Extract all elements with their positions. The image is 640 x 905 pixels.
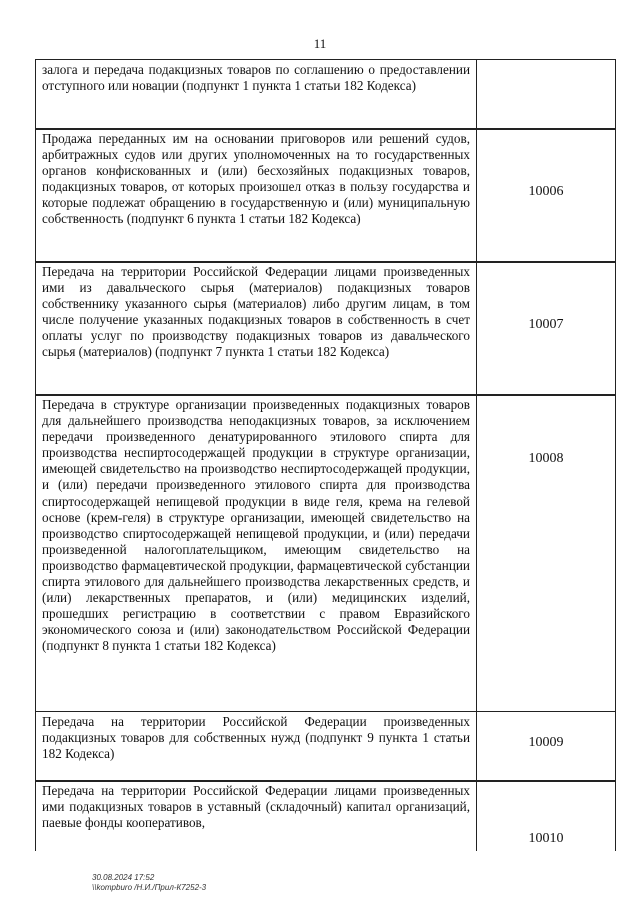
row-code-value: 10010: [528, 831, 564, 846]
row-code-value: 10009: [528, 734, 564, 750]
document-footer: [92, 873, 206, 893]
row-code: [477, 395, 615, 711]
row-code: [477, 712, 615, 781]
row-description: Передача в структуре организации произведенных подакцизных товаров для дальнейшего производства неподакцизных товаров, за исключением передачи произведенного денатурированного этилового спирта для производства неспиртосодержащей продукции в структуре организации, имеющей свидетельство на производство неспиртосодержащей продукции, и (или) передачи произведенного этилового спирта для производства спиртосодержащей непищевой продукции в виде геля, крема на гелевой основе (крем-геля) в структуре организации, имеющей свидетельство на производство спиртосодержащей непищевой продукции, и (или) передачи произведенной налогоплательщиком, имеющим свидетельство на производство фармацевтической продукции, фармацевтической субстанции спирта этилового для дальнейшего производства лекарственных средств, и (или) лекарственных препаратов, и (или) медицинских изделий, прошедших регистрацию в соответствии с правом Евразийского экономического союза и (или) законодательством Российской Федерации (подпункт 8 пункта 1 статьи 182 Кодекса): [36, 395, 477, 711]
footer-date: 30.08.2024 17:52: [92, 873, 155, 882]
footer-path: \\kompburo /Н.И./Прил-К7252-3: [92, 883, 207, 892]
row-code-value: 10007: [528, 316, 564, 332]
row-description: Передача на территории Российской Федерации лицами произведенных ими из давальческого сырья (материалов) подакцизных товаров собственнику указанного сырья (материалов) либо другим лицам, в том числе получение указанных подакцизных товаров в собственность в счет оплаты услуг по производству подакцизных товаров из давальческого сырья (материалов) (подпункт 7 пункта 1 статьи 182 Кодекса): [36, 262, 477, 395]
table-row: [35, 261, 616, 396]
table-row: [35, 780, 616, 851]
row-description: Передача на территории Российской Федерации произведенных подакцизных товаров для собственных нужд (подпункт 9 пункта 1 статьи 182 Кодекса): [36, 712, 477, 781]
row-code: [477, 262, 615, 395]
table-row: [35, 128, 616, 263]
table-row: [35, 59, 616, 130]
row-code-value: 10008: [528, 451, 564, 466]
row-code: [477, 781, 615, 851]
table-row: [35, 394, 616, 712]
row-code: [477, 60, 615, 129]
row-description: Продажа переданных им на основании приговоров или решений судов, арбитражных судов или других уполномоченных на то государственных органов конфискованных и (или) бесхозяйных подакцизных товаров, подакцизных товаров, от которых произошел отказ в пользу государства и которые подлежат обращению в государственную и (или) муниципальную собственность (подпункт 6 пункта 1 статьи 182 Кодекса): [36, 129, 477, 262]
table-row: [35, 711, 616, 782]
row-description: Передача на территории Российской Федерации лицами произведенных ими подакцизных товаров в уставный (складочный) капитал организаций, паевые фонды кооперативов,: [36, 781, 477, 851]
page-number: 11: [313, 36, 327, 51]
row-description: залога и передача подакцизных товаров по соглашению о предоставлении отступного или новации (подпункт 1 пункта 1 статьи 182 Кодекса): [36, 60, 477, 129]
row-code-value: 10006: [528, 183, 564, 199]
row-code: [477, 129, 615, 262]
